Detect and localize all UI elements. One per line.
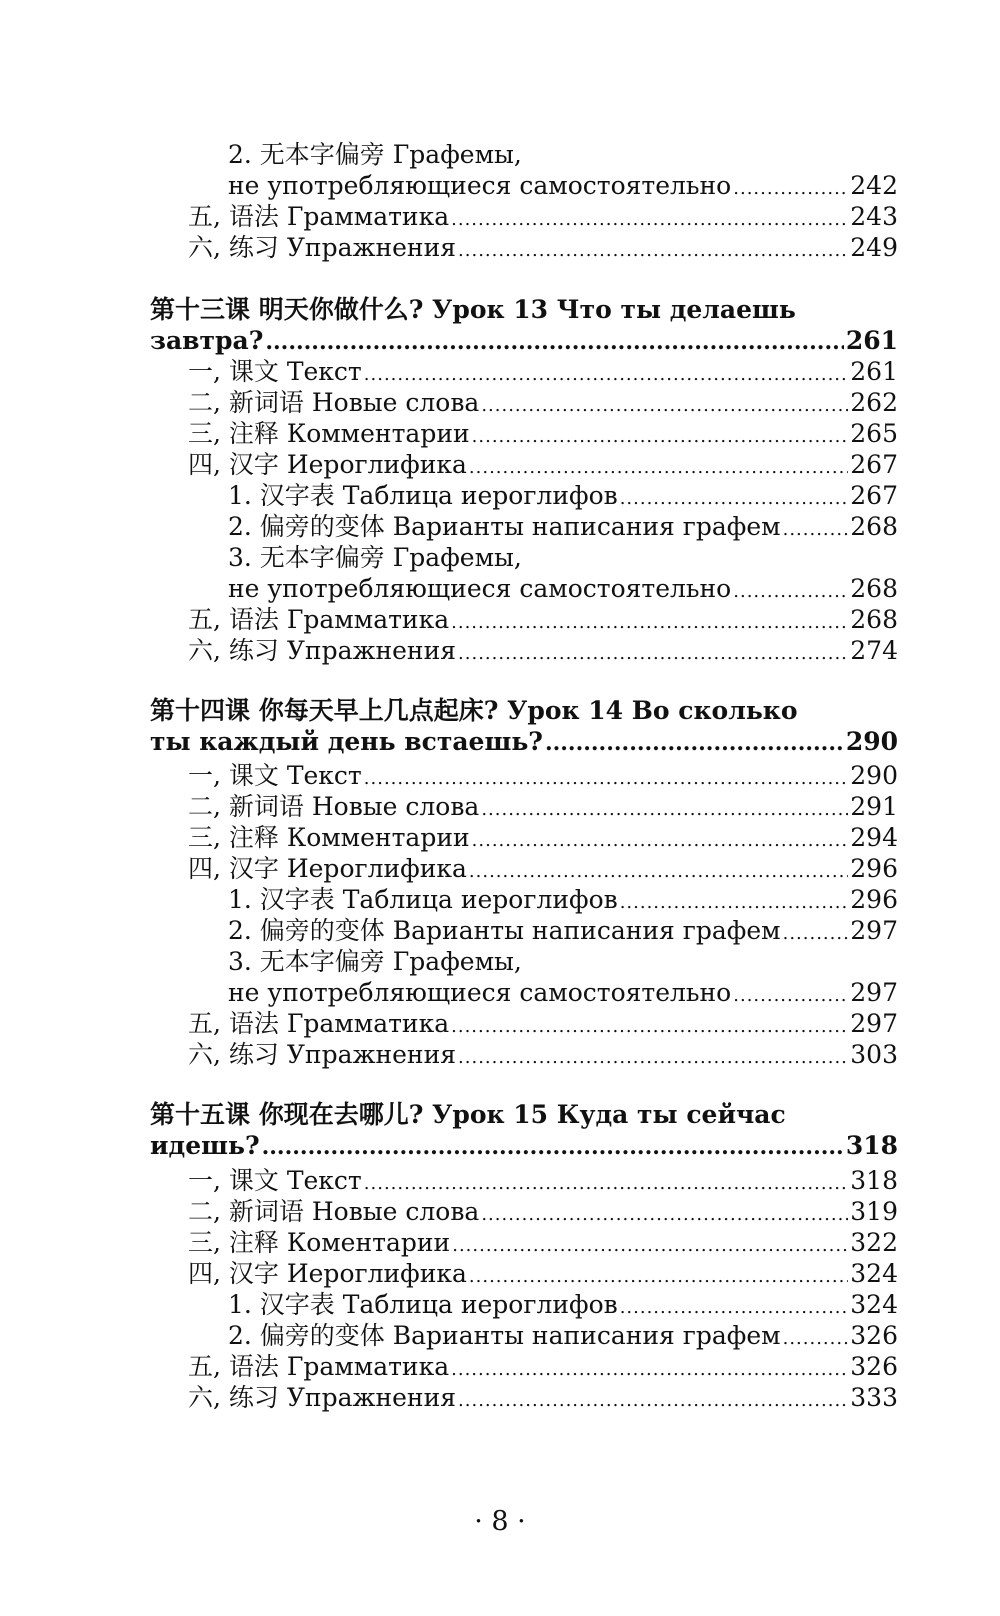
toc-entry[interactable] xyxy=(228,170,898,202)
toc-entry-page: 262 xyxy=(850,388,898,417)
toc-entry-title: 二, 新词语 Новые слова xyxy=(188,1197,480,1226)
toc-entry[interactable] xyxy=(228,573,898,605)
toc-entry-page: 333 xyxy=(850,1383,898,1412)
toc-entry-title: 三, 注释 Комментарии xyxy=(188,823,470,852)
leader-dots xyxy=(458,638,848,670)
toc-entry-title: 一, 课文 Текст xyxy=(188,357,362,386)
toc-entry-page: 326 xyxy=(850,1321,898,1350)
toc-entry[interactable] xyxy=(228,480,898,512)
page-number: · 8 · xyxy=(474,1506,526,1537)
toc-entry[interactable] xyxy=(228,915,898,947)
lesson-heading: 第十五课 你现在去哪儿? Урок 15 Куда ты сейчас xyxy=(150,1100,786,1129)
toc-entry-page: 297 xyxy=(850,978,898,1007)
toc-entry-title: 五, 语法 Грамматика xyxy=(188,1009,450,1038)
toc-entry-page: 274 xyxy=(850,636,898,665)
lesson-heading: 第十三课 明天你做什么? Урок 13 Что ты делаешь xyxy=(150,295,796,324)
toc-entry-page: 261 xyxy=(850,357,898,386)
toc-entry-page: 318 xyxy=(850,1166,898,1195)
toc-entry-page: 268 xyxy=(850,512,898,541)
toc-entry-continuation: 3. 无本字偏旁 Графемы, xyxy=(228,947,522,976)
lesson-entry-title: ты каждый день встаешь? xyxy=(150,727,543,756)
toc-entry-page: 268 xyxy=(850,574,898,603)
lesson-entry[interactable] xyxy=(150,1130,898,1162)
leader-dots xyxy=(783,514,849,546)
toc-entry[interactable] xyxy=(228,1289,898,1321)
toc-entry-page: 291 xyxy=(850,792,898,821)
toc-entry[interactable] xyxy=(188,1258,898,1290)
toc-entry-title: 三, 注释 Коментарии xyxy=(188,1228,451,1257)
toc-entry-continuation: 2. 无本字偏旁 Графемы, xyxy=(228,140,522,169)
toc-entry-title: 六, 练习 Упражнения xyxy=(188,636,457,665)
toc-entry-title: 2. 偏旁的变体 Варианты написания графем xyxy=(228,512,781,541)
toc-entry-continuation: 3. 无本字偏旁 Графемы, xyxy=(228,543,522,572)
lesson-entry-page: 261 xyxy=(845,326,898,355)
toc-entry-page: 297 xyxy=(850,1009,898,1038)
lesson-entry[interactable] xyxy=(150,726,898,758)
toc-entry[interactable] xyxy=(188,853,898,885)
toc-entry-title: 二, 新词语 Новые слова xyxy=(188,792,480,821)
toc-entry-title: 四, 汉字 Иероглифика xyxy=(188,450,467,479)
toc-entry-title: не употребляющиеся самостоятельно xyxy=(228,171,732,200)
toc-entry-title: 1. 汉字表 Таблица иероглифов xyxy=(228,1290,618,1319)
toc-entry[interactable] xyxy=(228,511,898,543)
toc-entry-title: 五, 语法 Грамматика xyxy=(188,605,450,634)
toc-entry[interactable] xyxy=(188,387,898,419)
toc-entry[interactable] xyxy=(188,791,898,823)
toc-entry-title: 六, 练习 Упражнения xyxy=(188,1383,457,1412)
leader-dots xyxy=(783,918,849,950)
leader-dots xyxy=(545,727,844,759)
toc-entry-title: не употребляющиеся самостоятельно xyxy=(228,574,732,603)
toc-entry-page: 326 xyxy=(850,1352,898,1381)
lesson-entry[interactable] xyxy=(150,325,898,357)
toc-entry[interactable] xyxy=(188,418,898,450)
toc-entry-page: 324 xyxy=(850,1290,898,1319)
toc-entry-page: 294 xyxy=(850,823,898,852)
lesson-entry-page: 290 xyxy=(845,727,898,756)
toc-entry-title: 六, 练习 Упражнения xyxy=(188,1040,457,1069)
leader-dots xyxy=(265,326,843,358)
toc-entry-title: 1. 汉字表 Таблица иероглифов xyxy=(228,885,618,914)
toc-entry-title: 一, 课文 Текст xyxy=(188,1166,362,1195)
toc-entry[interactable] xyxy=(188,1165,898,1197)
toc-entry[interactable] xyxy=(188,822,898,854)
toc-entry-title: 三, 注释 Комментарии xyxy=(188,419,470,448)
toc-entry-page: 268 xyxy=(850,605,898,634)
toc-entry[interactable] xyxy=(188,1196,898,1228)
toc-entry[interactable] xyxy=(188,356,898,388)
toc-entry[interactable] xyxy=(188,1351,898,1383)
toc-entry-title: не употребляющиеся самостоятельно xyxy=(228,978,732,1007)
leader-dots xyxy=(458,235,848,267)
toc-entry-page: 242 xyxy=(850,171,898,200)
toc-entry-page: 267 xyxy=(850,481,898,510)
leader-dots xyxy=(458,1385,848,1417)
toc-entry-title: 四, 汉字 Иероглифика xyxy=(188,1259,467,1288)
toc-entry-page: 243 xyxy=(850,202,898,231)
toc-entry-page: 296 xyxy=(850,854,898,883)
toc-entry-title: 五, 语法 Грамматика xyxy=(188,202,450,231)
toc-entry[interactable] xyxy=(228,1320,898,1352)
leader-dots xyxy=(262,1131,844,1163)
toc-entry[interactable] xyxy=(188,760,898,792)
toc-entry[interactable] xyxy=(228,977,898,1009)
toc-entry[interactable] xyxy=(188,635,898,667)
toc-entry[interactable] xyxy=(188,604,898,636)
lesson-entry-title: завтра? xyxy=(150,326,264,355)
toc-entry-page: 265 xyxy=(850,419,898,448)
toc-entry[interactable] xyxy=(188,449,898,481)
toc-entry[interactable] xyxy=(188,1008,898,1040)
toc-entry-page: 290 xyxy=(850,761,898,790)
toc-entry-title: 一, 课文 Текст xyxy=(188,761,362,790)
toc-entry-page: 319 xyxy=(850,1197,898,1226)
toc-entry[interactable] xyxy=(188,1039,898,1071)
toc-entry-page: 303 xyxy=(850,1040,898,1069)
toc-entry[interactable] xyxy=(228,884,898,916)
toc-entry-page: 267 xyxy=(850,450,898,479)
toc-entry-page: 297 xyxy=(850,916,898,945)
toc-entry-title: 四, 汉字 Иероглифика xyxy=(188,854,467,883)
lesson-heading: 第十四课 你每天早上几点起床? Урок 14 Во сколько xyxy=(150,696,798,725)
lesson-entry-title: идешь? xyxy=(150,1131,260,1160)
toc-entry[interactable] xyxy=(188,201,898,233)
toc-entry-title: 1. 汉字表 Таблица иероглифов xyxy=(228,481,618,510)
toc-entry-title: 2. 偏旁的变体 Варианты написания графем xyxy=(228,1321,781,1350)
toc-entry-title: 2. 偏旁的变体 Варианты написания графем xyxy=(228,916,781,945)
toc-entry-page: 249 xyxy=(850,233,898,262)
toc-entry[interactable] xyxy=(188,232,898,264)
toc-entry-page: 322 xyxy=(850,1228,898,1257)
toc-entry-title: 六, 练习 Упражнения xyxy=(188,233,457,262)
toc-entry[interactable] xyxy=(188,1227,898,1259)
leader-dots xyxy=(458,1042,848,1074)
toc-entry-page: 324 xyxy=(850,1259,898,1288)
toc-entry-page: 296 xyxy=(850,885,898,914)
lesson-entry-page: 318 xyxy=(845,1131,898,1160)
toc-entry[interactable] xyxy=(188,1382,898,1414)
toc-entry-title: 二, 新词语 Новые слова xyxy=(188,388,480,417)
toc-entry-title: 五, 语法 Грамматика xyxy=(188,1352,450,1381)
